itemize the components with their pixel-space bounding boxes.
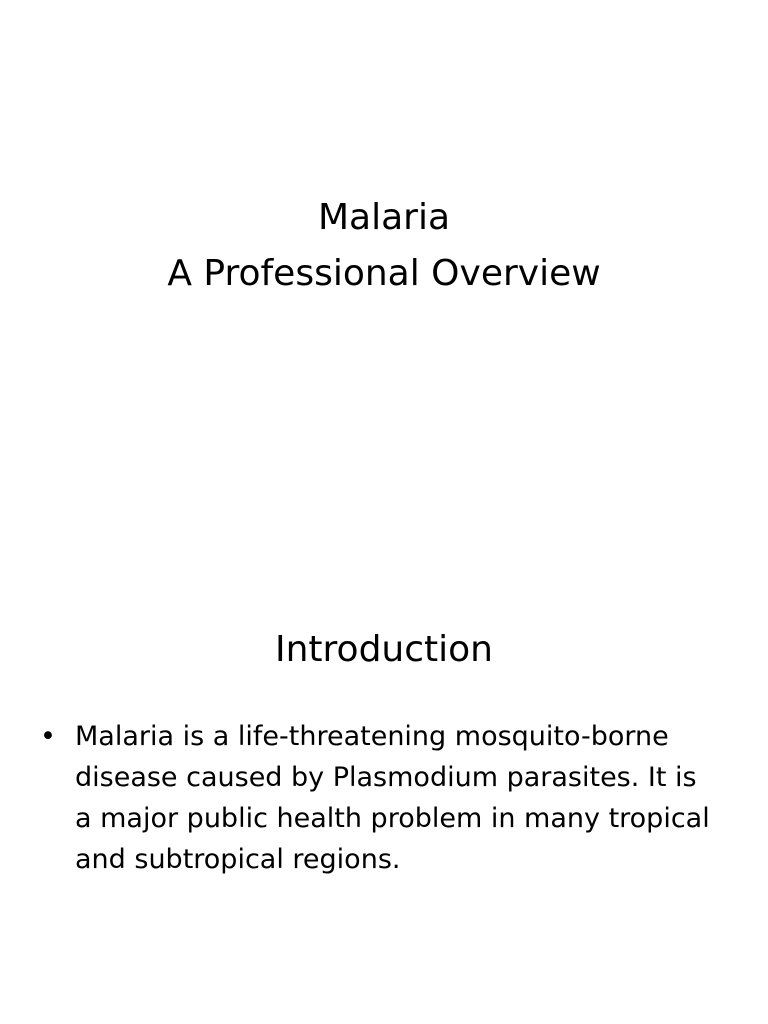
slide-heading: Introduction — [274, 629, 493, 670]
list-item — [40, 716, 720, 880]
bullet-text: Malaria is a life-threatening mosquito-borne disease caused by Plasmodium parasites. It is a major public health problem in many tropical and subtropical regions. — [75, 721, 710, 875]
bullet-icon: • — [40, 721, 56, 752]
bullet-list — [40, 716, 720, 880]
title-block — [0, 190, 768, 302]
introduction-slide — [0, 512, 768, 1024]
slide-title: Malaria — [317, 197, 451, 238]
slide-subtitle: A Professional Overview — [167, 253, 601, 294]
